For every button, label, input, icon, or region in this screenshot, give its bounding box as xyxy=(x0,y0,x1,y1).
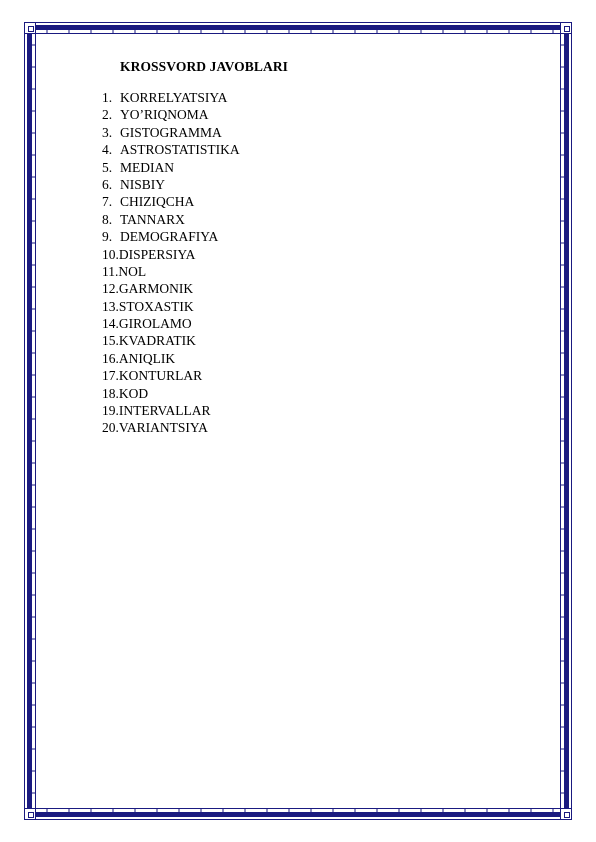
list-item-number: 9. xyxy=(102,229,113,245)
list-item xyxy=(102,419,240,436)
list-item xyxy=(102,159,240,176)
list-item-number: 18. xyxy=(102,385,119,401)
list-item-answer: KORRELYATSIYA xyxy=(120,90,228,105)
border-corner-ornament xyxy=(560,808,572,820)
list-item-number: 19. xyxy=(102,403,119,419)
border-corner-ornament xyxy=(24,22,36,34)
list-item xyxy=(102,176,240,193)
list-item-number: 11. xyxy=(102,263,119,279)
list-item-answer: DISPERSIYA xyxy=(118,246,196,262)
list-item xyxy=(102,124,240,141)
list-item-answer: DEMOGRAFIYA xyxy=(120,229,219,245)
list-item-answer: ANIQLIK xyxy=(118,350,176,366)
list-item xyxy=(102,367,240,384)
list-item xyxy=(102,280,240,297)
list-item xyxy=(102,315,240,332)
list-item xyxy=(102,402,240,419)
list-item-answer: STOXASTIK xyxy=(118,298,194,314)
list-item xyxy=(102,106,240,123)
list-item xyxy=(102,141,240,158)
page-title: KROSSVORD JAVOBLARI xyxy=(120,59,289,74)
list-item-answer: YO’RIQNOMA xyxy=(120,107,209,123)
list-item-answer: MEDIAN xyxy=(120,159,174,175)
list-item-number: 15. xyxy=(102,333,119,349)
list-item-number: 20. xyxy=(102,420,119,436)
list-item-number: 16. xyxy=(102,350,119,366)
list-item-number: 6. xyxy=(102,176,113,192)
list-item-answer: KOD xyxy=(118,385,149,401)
list-item xyxy=(102,211,240,228)
list-item-number: 2. xyxy=(102,107,113,123)
list-item-answer: CHIZIQCHA xyxy=(120,194,195,210)
list-item-number: 12. xyxy=(102,281,119,297)
list-item-answer: GARMONIK xyxy=(118,281,194,297)
list-item xyxy=(102,193,240,210)
list-item-number: 13. xyxy=(102,298,119,314)
list-item-number: 3. xyxy=(102,124,113,140)
list-item-number: 7. xyxy=(102,194,113,210)
border-corner-ornament xyxy=(24,808,36,820)
list-item-answer: KVADRATIK xyxy=(118,333,196,349)
list-item xyxy=(102,298,240,315)
list-item-answer: TANNARX xyxy=(120,211,185,227)
list-item-number: 14. xyxy=(102,316,119,332)
list-item-number: 4. xyxy=(102,142,113,158)
list-item xyxy=(102,332,240,349)
list-item-number: 17. xyxy=(102,368,119,384)
list-item-number: 8. xyxy=(102,211,113,227)
list-item-number: 10. xyxy=(102,246,119,262)
list-item xyxy=(102,89,240,106)
list-item xyxy=(102,246,240,263)
list-item-answer: GIROLAMO xyxy=(118,316,192,332)
list-item-answer: VARIANTSIYA xyxy=(118,420,208,436)
list-item-number: 1. xyxy=(102,90,113,105)
list-item-answer: INTERVALLAR xyxy=(118,403,211,419)
list-item-answer: GISTOGRAMMA xyxy=(120,124,222,140)
list-item-number: 5. xyxy=(102,159,113,175)
list-item xyxy=(102,228,240,245)
list-item xyxy=(102,350,240,367)
list-item-answer: NISBIY xyxy=(120,176,166,192)
list-item-answer: NOL xyxy=(118,263,147,279)
border-corner-ornament xyxy=(560,22,572,34)
list-item xyxy=(102,385,240,402)
list-item-answer: KONTURLAR xyxy=(118,368,203,384)
answer-list xyxy=(102,89,240,437)
list-item-answer: ASTROSTATISTIKA xyxy=(120,142,240,158)
list-item xyxy=(102,263,240,280)
